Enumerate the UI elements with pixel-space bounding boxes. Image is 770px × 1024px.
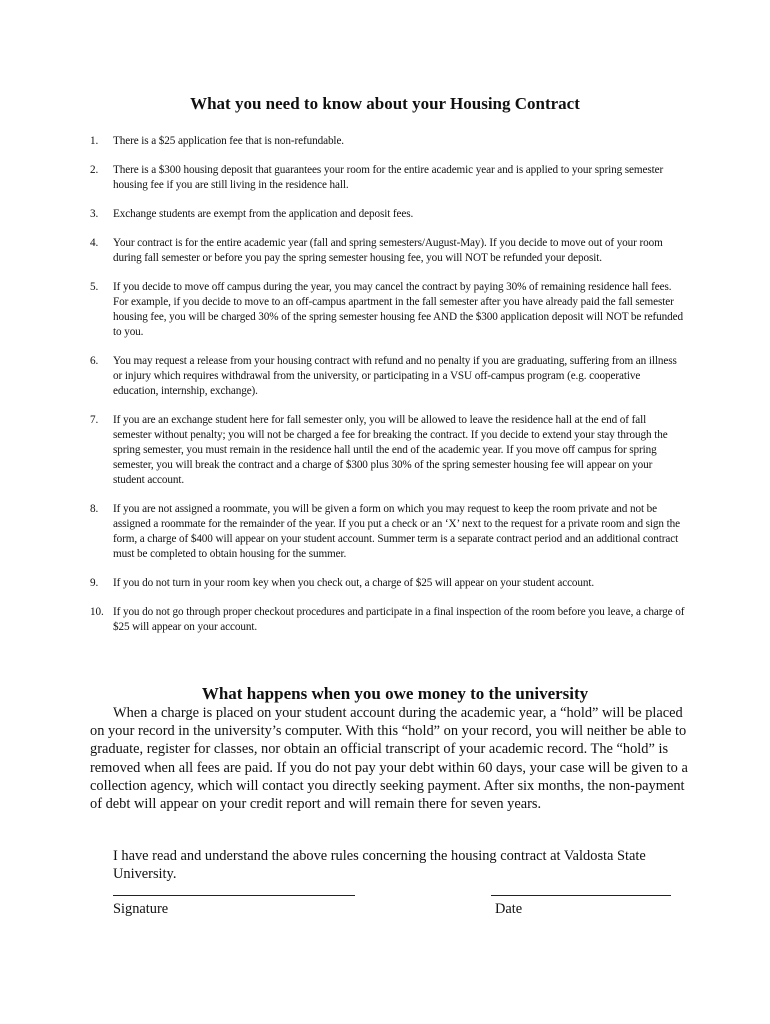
acknowledgement-text: I have read and understand the above rules concerning the housing contract at Valdosta State University. (113, 848, 646, 883)
date-line[interactable] (491, 895, 671, 896)
item-text: If you do not go through proper checkout procedures and participate in a final inspection of the room before you leave, a charge of $25 will appear on your account. (113, 606, 685, 633)
item-number: 10. (90, 606, 104, 618)
list-item (90, 605, 685, 635)
item-text: If you decide to move off campus during the year, you may cancel the contract by paying 30% of remaining residence hall fees. For example, if you decide to move to an off-campus apartment in the fall semester after you have already paid the fall semester housing fee, you will be charged 30% of the spring semester housing fee AND the $300 application deposit will NOT be refunded to you. (113, 281, 683, 338)
item-text: You may request a release from your housing contract with refund and no penalty if you are graduating, suffering from an illness or injury which requires withdrawal from the university, or participating in a VSU off-campus program (e.g. cooperative education, internship, exchange). (113, 355, 677, 397)
contract-rules-list (90, 134, 685, 649)
item-text: Your contract is for the entire academic year (fall and spring semesters/August-May). If you decide to move out of your room during fall semester or before you pay the spring semester housing fee, you will NOT be refunded your deposit. (113, 237, 663, 264)
page-title: What you need to know about your Housing Contract (190, 94, 580, 113)
signature-line[interactable] (113, 895, 355, 896)
item-text: There is a $25 application fee that is non-refundable. (113, 135, 345, 147)
list-item (90, 576, 685, 591)
list-item (90, 280, 685, 340)
list-item (90, 163, 685, 193)
item-text: Exchange students are exempt from the application and deposit fees. (113, 208, 414, 220)
item-number: 6. (90, 355, 99, 367)
item-number: 3. (90, 208, 99, 220)
item-number: 9. (90, 577, 99, 589)
item-number: 4. (90, 237, 99, 249)
date-label: Date (495, 901, 523, 917)
item-text: There is a $300 housing deposit that guarantees your room for the entire academic year and is applied to your spring semester housing fee if you are still living in the residence hall. (113, 164, 664, 191)
list-item (90, 354, 685, 399)
list-item (90, 207, 685, 222)
list-item (90, 413, 685, 488)
signature-label: Signature (113, 901, 169, 917)
list-item (90, 236, 685, 266)
list-item (90, 134, 685, 149)
item-number: 1. (90, 135, 99, 147)
item-text: If you are an exchange student here for fall semester only, you will be allowed to leave the residence hall at the end of fall semester without penalty; you will not be charged a fee for breaking the contract. If you decide to extend your stay through the spring semester, you must remain in the residence hall until the end of the academic year. If you move off campus for spring semester, you will break the contract and a charge of $300 plus 30% of the spring semester housing fee will appear on your student account. (113, 414, 668, 486)
item-number: 7. (90, 414, 99, 426)
item-number: 2. (90, 164, 99, 176)
item-number: 5. (90, 281, 99, 293)
item-number: 8. (90, 503, 99, 515)
money-paragraph: When a charge is placed on your student account during the academic year, a “hold” will be placed on your record in the university’s computer. With this “hold” on your record, you will neither be able to graduate, register for classes, nor obtain an official transcript of your academic record. The “hold” is removed when all fees are paid. If you do not pay your debt within 60 days, your case will be given to a collection agency, which will contact you directly seeking payment. After six months, the non-payment of debt will appear on your credit report and will remain there for seven years. (90, 705, 688, 813)
list-item (90, 502, 685, 562)
section-heading: What happens when you owe money to the university (201, 684, 589, 703)
item-text: If you do not turn in your room key when you check out, a charge of $25 will appear on your student account. (113, 577, 595, 589)
item-text: If you are not assigned a roommate, you will be given a form on which you may request to keep the room private and not be assigned a roommate for the remainder of the year. If you put a check or an ‘X’ next to the request for a private room and sign the form, a charge of $400 will appear on your student account. Summer term is a separate contract period and an additional contract must be completed to obtain housing for the summer. (113, 503, 680, 560)
